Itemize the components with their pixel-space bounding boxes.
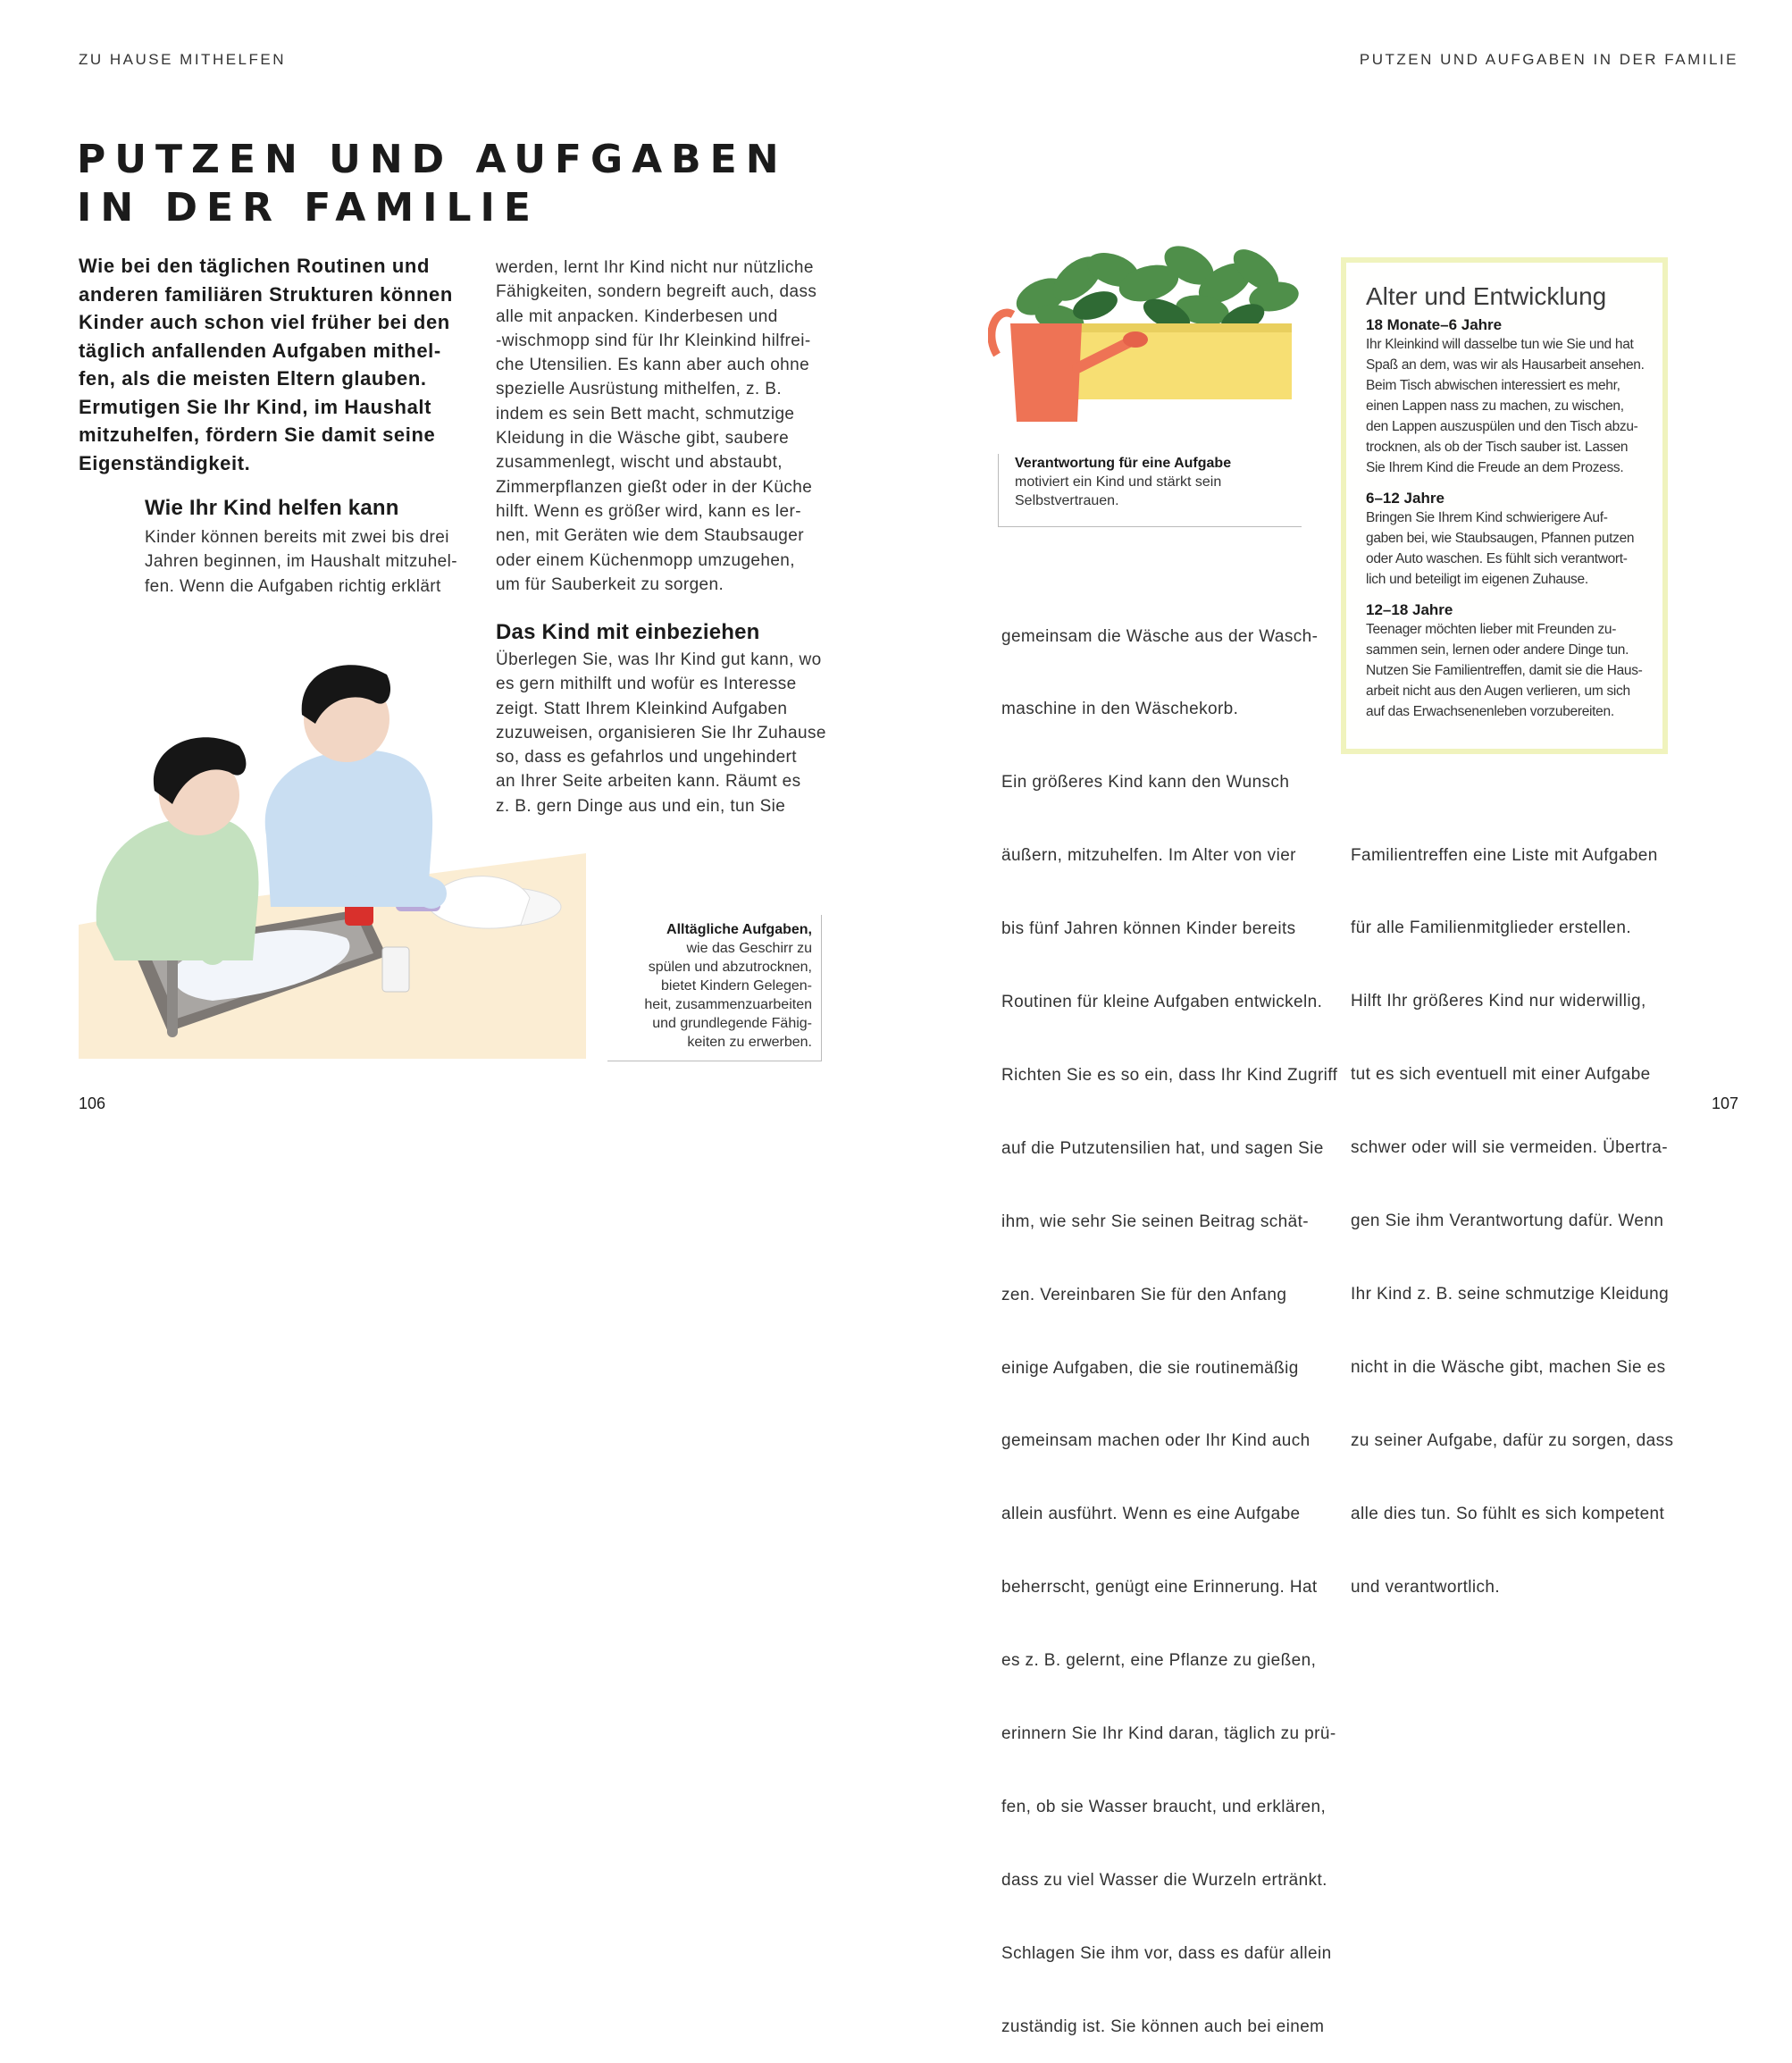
text-line: Zimmerpflanzen gießt oder in der Küche	[496, 477, 813, 497]
section-heading: Das Kind mit einbeziehen	[496, 620, 760, 644]
can-handle	[992, 313, 1013, 355]
text-line: Richten Sie es so ein, dass Ihr Kind Zugriff	[1001, 1065, 1338, 1085]
text-line: erinnern Sie Ihr Kind daran, täglich zu prü-	[1001, 1723, 1336, 1743]
text-line: beherrscht, genügt eine Erinnerung. Hat	[1001, 1578, 1318, 1598]
text-line: oder einem Küchenmopp umzugehen,	[496, 550, 795, 570]
text-line: täglich anfallenden Aufgaben mithel-	[79, 339, 441, 362]
text-line: zusammenlegt, wischt und abstaubt,	[496, 453, 783, 473]
body-column-2	[496, 256, 816, 597]
text-line: und verantwortlich.	[1351, 1577, 1501, 1597]
text-line: che Utensilien. Es kann aber auch ohne	[496, 356, 810, 375]
text-line: ihm, wie sehr Sie seinen Beitrag schät-	[1001, 1212, 1310, 1231]
text-line: maschine in den Wäschekorb.	[1001, 700, 1239, 719]
caption-bold: Verantwortung für eine Aufgabe	[1015, 456, 1232, 471]
text-line: Ihr Kind z. B. seine schmutzige Kleidung	[1351, 1284, 1670, 1304]
text-line: nen, mit Geräten wie dem Staubsauger	[496, 526, 804, 546]
text-line: Schlagen Sie ihm vor, dass es dafür allein	[1001, 1943, 1332, 1963]
text-line: bis fünf Jahren können Kinder bereits	[1001, 919, 1296, 939]
body-column-4	[1351, 794, 1673, 1623]
text-line: gen Sie ihm Verantwortung dafür. Wenn	[1351, 1212, 1664, 1231]
text-line: fen, ob sie Wasser braucht, und erklären,	[1001, 1797, 1327, 1816]
text-line: sammen sein, lernen oder andere Dinge tun.	[1366, 642, 1629, 658]
sidebar-heading: 18 Monate–6 Jahre	[1366, 316, 1503, 333]
text-line: auf die Putzutensilien hat, und sagen Sie	[1001, 1138, 1324, 1158]
text-line: Ihr Kleinkind will dasselbe tun wie Sie und hat	[1366, 337, 1634, 352]
text-line: es z. B. gelernt, eine Pflanze zu gießen,	[1001, 1651, 1317, 1671]
text-line: äußern, mitzuhelfen. Im Alter von vier	[1001, 846, 1296, 866]
text-line: einen Lappen nass zu machen, zu wischen,	[1366, 398, 1624, 414]
text-line: alle mit anpacken. Kinderbesen und	[496, 306, 778, 326]
text-line: fen, als die meisten Eltern glauben.	[79, 367, 427, 390]
text-line: Spaß an dem, was wir als Hausarbeit ansehen.	[1366, 357, 1645, 373]
sidebar-text	[1366, 619, 1662, 722]
text-line: zen. Vereinbaren Sie für den Anfang	[1001, 1285, 1287, 1304]
text-line: zuzuweisen, organisieren Sie Ihr Zuhause	[496, 723, 826, 742]
text-line: -wischmopp sind für Ihr Kleinkind hilfrei-	[496, 331, 811, 350]
text-line: Bringen Sie Ihrem Kind schwierigere Auf-	[1366, 510, 1608, 525]
sidebar-heading: 6–12 Jahre	[1366, 490, 1444, 507]
running-head-left: ZU HAUSE MITHELFEN	[79, 51, 287, 68]
text-line: allein ausführt. Wenn es eine Aufgabe	[1001, 1505, 1301, 1524]
watering-can	[1010, 323, 1082, 422]
text-line: Ermutigen Sie Ihr Kind, im Haushalt	[79, 395, 432, 418]
text-line: arbeit nicht aus den Augen verlieren, um sich	[1366, 683, 1630, 699]
text-line: Routinen für kleine Aufgaben entwickeln.	[1001, 993, 1323, 1012]
text-line: Fähigkeiten, sondern begreift auch, dass	[496, 282, 817, 302]
text-line: Überlegen Sie, was Ihr Kind gut kann, wo	[496, 650, 822, 669]
caption-responsibility	[998, 454, 1302, 527]
text-line: alle dies tun. So fühlt es sich kompetent	[1351, 1504, 1665, 1523]
text-line: Kleidung in die Wäsche gibt, saubere	[496, 429, 790, 449]
text-line: Kinder auch schon viel früher bei den	[79, 311, 450, 333]
section-text	[145, 525, 457, 599]
text-line: es gern mithilft und wofür es Interesse	[496, 675, 797, 694]
page-title	[77, 136, 788, 232]
text-line: Nutzen Sie Familientreffen, damit sie die Haus-	[1366, 663, 1643, 678]
sidebar-age-development	[1341, 257, 1668, 754]
planter-illustration	[988, 234, 1327, 431]
text-line: auf das Erwachsenenleben vorzubereiten.	[1366, 704, 1614, 719]
text-line: indem es sein Bett macht, schmutzige	[496, 404, 795, 424]
title-line-2: IN DER FAMILIE	[77, 185, 540, 231]
text-line: zeigt. Statt Ihrem Kleinkind Aufgaben	[496, 699, 788, 718]
text-line: Teenager möchten lieber mit Freunden zu-	[1366, 622, 1617, 637]
text-line: mitzuhelfen, fördern Sie damit seine	[79, 424, 436, 446]
sidebar-section	[1366, 601, 1662, 722]
text-line: hilft. Wenn es größer wird, kann es ler-	[496, 501, 801, 521]
text-line: wie das Geschirr zu	[686, 941, 812, 956]
can-rose	[1123, 331, 1148, 348]
dishwashing-illustration	[79, 639, 586, 1059]
text-line: Familientreffen eine Liste mit Aufgaben	[1351, 845, 1658, 865]
text-line: gemeinsam die Wäsche aus der Wasch-	[1001, 626, 1319, 646]
sidebar-title: Alter und Entwicklung	[1366, 282, 1607, 310]
section-how-child-helps	[145, 496, 457, 599]
sidebar-section	[1366, 490, 1662, 590]
sidebar-heading: 12–18 Jahre	[1366, 601, 1453, 618]
text-line: für alle Familienmitglieder erstellen.	[1351, 918, 1632, 938]
text-line: zu seiner Aufgabe, dafür zu sorgen, dass	[1351, 1430, 1674, 1450]
section-heading: Wie Ihr Kind helfen kann	[145, 496, 399, 520]
text-line: lich und beteiligt im eigenen Zuhause.	[1366, 572, 1588, 587]
text-line: Beim Tisch abwischen interessiert es mehr,	[1366, 378, 1620, 393]
sidebar-section	[1366, 316, 1662, 478]
text-line: zuständig ist. Sie können auch bei einem	[1001, 2017, 1325, 2036]
text-line: Hilft Ihr größeres Kind nur widerwillig,	[1351, 992, 1646, 1011]
text-line: gaben bei, wie Staubsaugen, Pfannen putzen	[1366, 531, 1635, 546]
text-line: fen. Wenn die Aufgaben richtig erklärt	[145, 576, 441, 596]
sidebar-text	[1366, 507, 1662, 590]
text-line: z. B. gern Dinge aus und ein, tun Sie	[496, 796, 786, 816]
text-line: keiten zu erwerben.	[687, 1035, 812, 1050]
text-line: anderen familiären Strukturen können	[79, 282, 453, 306]
text-line: und grundlegende Fähig-	[652, 1016, 812, 1031]
body-column-3	[1001, 575, 1337, 2063]
text-line: spülen und abzutrocknen,	[648, 960, 812, 975]
text-line: schwer oder will sie vermeiden. Übertra-	[1351, 1138, 1668, 1158]
text-line: spezielle Ausrüstung mithelfen, z. B.	[496, 380, 783, 399]
caption-dishes	[607, 915, 822, 1061]
text-line: Jahren beginnen, im Haushalt mitzuhel-	[145, 552, 457, 572]
text-line: um für Sauberkeit zu sorgen.	[496, 574, 724, 594]
text-line: trocknen, als ob der Tisch sauber ist. Lassen	[1366, 440, 1629, 455]
text-line: an Ihrer Seite arbeiten kann. Räumt es	[496, 772, 801, 792]
title-line-1: PUTZEN UND AUFGABEN	[77, 137, 788, 182]
text-line: nicht in die Wäsche gibt, machen Sie es	[1351, 1357, 1666, 1377]
text-line: einige Aufgaben, die sie routinemäßig	[1001, 1358, 1299, 1378]
intro-paragraph	[79, 252, 453, 477]
text-line: Eigenständigkeit.	[79, 451, 251, 474]
text-line: werden, lernt Ihr Kind nicht nur nützliche	[496, 258, 814, 277]
text-line: dass zu viel Wasser die Wurzeln ertränkt.	[1001, 1870, 1327, 1890]
text-line: motiviert ein Kind und stärkt sein	[1015, 474, 1222, 490]
running-head-right: PUTZEN UND AUFGABEN IN DER FAMILIE	[1359, 51, 1738, 68]
text-line: heit, zusammenzuarbeiten	[644, 997, 812, 1012]
text-line: so, dass es gefahrlos und ungehindert	[496, 748, 797, 767]
glass	[382, 947, 409, 992]
text-line: Selbstvertrauen.	[1015, 493, 1119, 508]
text-line: Ein größeres Kind kann den Wunsch	[1001, 773, 1290, 792]
sidebar-text	[1366, 334, 1662, 478]
page-number-left: 106	[79, 1094, 106, 1112]
text-line: gemeinsam machen oder Ihr Kind auch	[1001, 1431, 1311, 1451]
text-line: bietet Kindern Gelegen-	[661, 978, 812, 994]
caption-bold: Alltägliche Aufgaben,	[666, 922, 812, 937]
text-line: Wie bei den täglichen Routinen und	[79, 255, 430, 277]
text-line: den Lappen auszuspülen und den Tisch abzu-	[1366, 419, 1638, 434]
text-line: tut es sich eventuell mit einer Aufgabe	[1351, 1065, 1651, 1085]
text-line: oder Auto waschen. Es fühlt sich verantwort-	[1366, 551, 1628, 566]
text-line: Sie Ihrem Kind die Freude an dem Prozess.	[1366, 460, 1624, 475]
text-line: Kinder können bereits mit zwei bis drei	[145, 528, 449, 547]
page-number-right: 107	[1711, 1094, 1738, 1112]
